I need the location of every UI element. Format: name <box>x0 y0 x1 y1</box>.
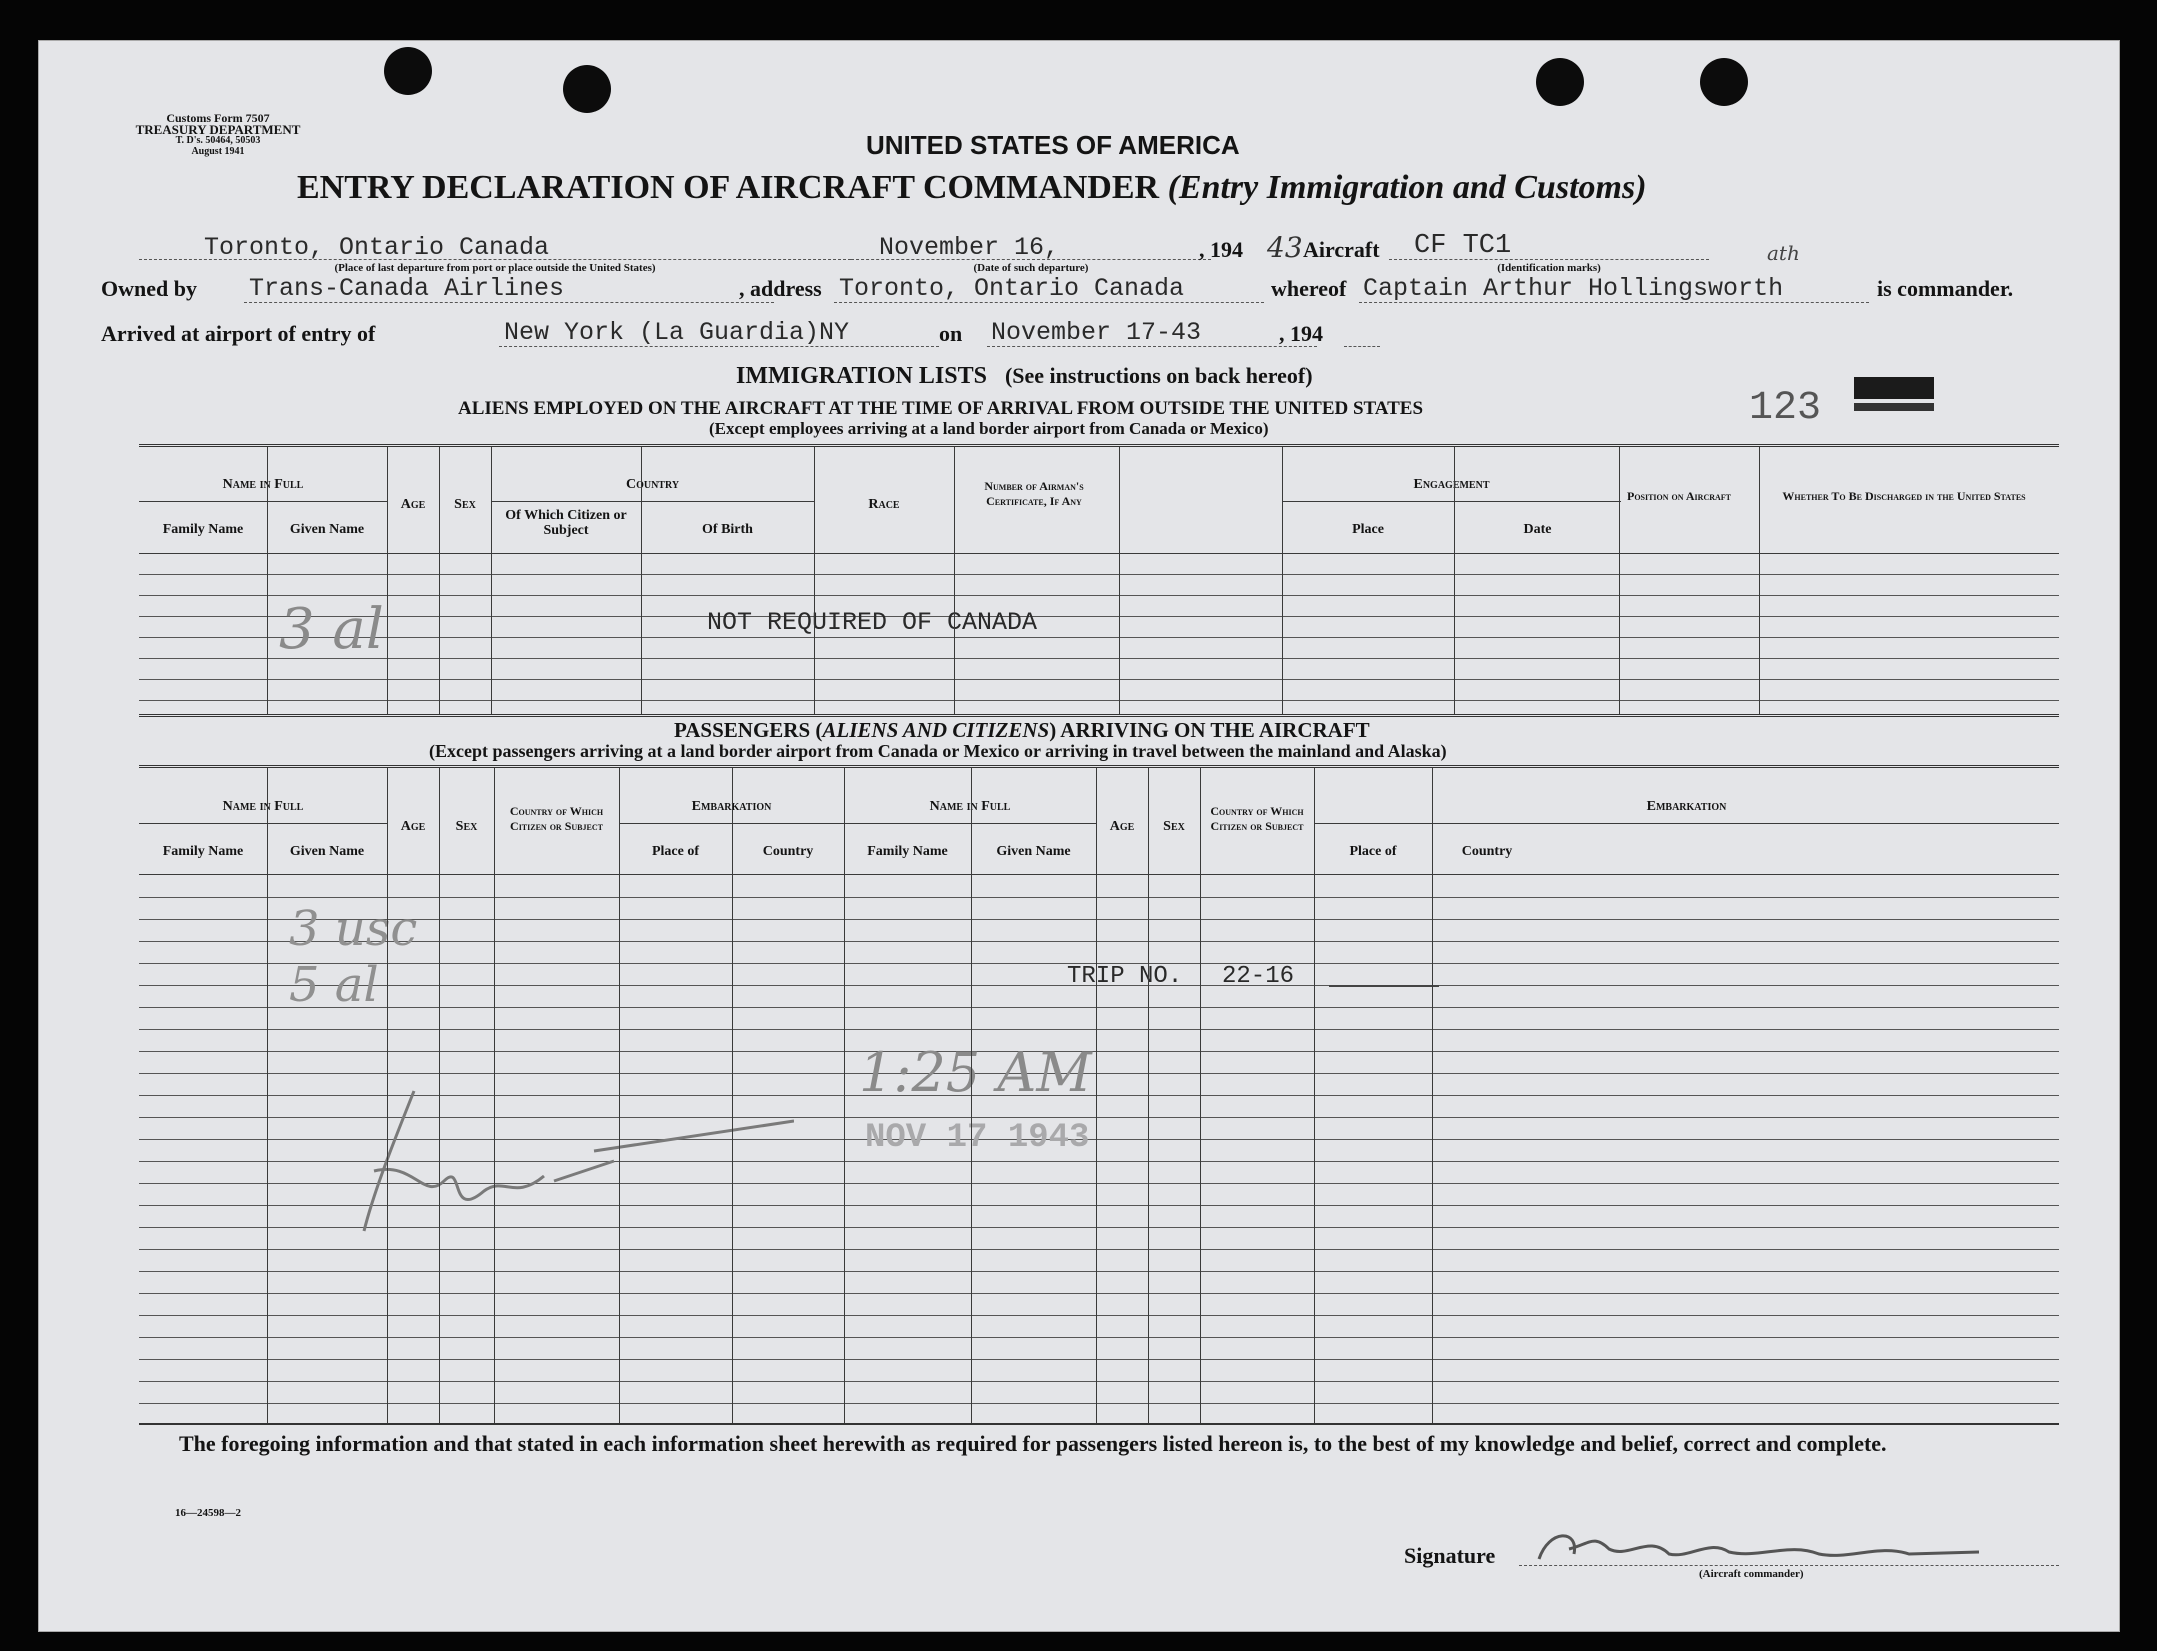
signature-caption: (Aircraft commander) <box>1699 1568 1804 1580</box>
pass-header-given-2: Given Name <box>996 844 1071 859</box>
ruled-line <box>139 1403 2059 1404</box>
pass-header-place: Place of <box>651 844 700 859</box>
passengers-title <box>674 718 1370 743</box>
departure-date: November 16, <box>879 233 1060 262</box>
address-label: , address <box>739 276 822 301</box>
column-divider <box>439 447 440 714</box>
ruled-line <box>139 1271 2059 1272</box>
form-id-line: August 1941 <box>191 146 245 157</box>
form-title-italic: (Entry Immigration and Customs) <box>1167 169 1647 206</box>
aliens-header-country: Country <box>625 477 680 492</box>
aliens-header-discharged: Whether To Be Discharged in the United States <box>1782 489 2026 503</box>
aliens-header-given: Given Name <box>289 522 365 537</box>
address: Toronto, Ontario Canada <box>839 274 1185 303</box>
column-divider <box>267 768 268 1423</box>
punch-hole-2 <box>563 65 611 113</box>
column-divider <box>1432 768 1433 1423</box>
ruled-line <box>139 700 2059 701</box>
punch-hole-3 <box>1536 58 1584 106</box>
immigration-title: IMMIGRATION LISTS <box>736 363 987 389</box>
pass-header-age: Age <box>400 819 426 834</box>
pass-header-name: Name in Full <box>222 799 304 814</box>
struck-number-underline <box>1854 403 1934 411</box>
column-divider <box>1759 447 1760 714</box>
punch-hole-4 <box>1700 58 1748 106</box>
commander-signature <box>1519 1524 2059 1574</box>
punch-hole-1 <box>384 47 432 95</box>
aliens-handwritten-note: 3 al <box>279 597 384 662</box>
aircraft-marks: CF TC1 <box>1414 231 1512 261</box>
passengers-title-pre: PASSENGERS ( <box>674 718 823 742</box>
aliens-header-age: Age <box>400 497 426 512</box>
form-id-line: Customs Form 7507 <box>166 111 270 125</box>
pass-header-place-2: Place of <box>1349 844 1397 859</box>
ruled-line <box>139 1029 2059 1030</box>
time-note: 1:25 AM <box>859 1041 1092 1104</box>
aliens-header-place: Place <box>1352 522 1384 537</box>
ruled-line <box>139 1007 2059 1008</box>
ruled-line <box>139 679 2059 680</box>
year-value: 43 <box>1267 231 1303 264</box>
date-caption: (Date of such departure) <box>973 262 1089 274</box>
immigration-instructions: (See instructions on back hereof) <box>1004 363 1313 388</box>
aliens-header-date: Date <box>1523 522 1552 537</box>
passengers-subtitle: (Except passengers arriving at a land border airport from Canada or Mexico or arriving in travel between the mainland and Alaska) <box>429 741 1447 761</box>
aliens-header-citizen: Of Which Citizen or Subject <box>505 508 627 538</box>
column-divider <box>1619 447 1620 714</box>
aliens-subtitle-note: (Except employees arriving at a land border airport from Canada or Mexico) <box>709 419 1269 438</box>
pass-header-sex-2: Sex <box>1163 819 1185 834</box>
pass-header-name-2: Name in Full <box>929 799 1011 814</box>
ruled-line <box>139 1073 2059 1074</box>
departure-caption: (Place of last departure from port or place outside the United States) <box>334 262 656 274</box>
pass-header-country: Country <box>762 844 814 859</box>
form-title-main: ENTRY DECLARATION OF AIRCRAFT COMMANDER <box>297 169 1160 206</box>
pass-handwritten-2: 5 al <box>289 957 379 1013</box>
column-divider <box>619 768 620 1423</box>
column-divider <box>1119 447 1120 714</box>
form-sheet <box>38 40 2120 1632</box>
pass-handwritten-1: 3 usc <box>289 901 418 957</box>
arrival-year-suffix: , 194 <box>1279 321 1323 346</box>
column-divider <box>641 447 642 714</box>
column-divider <box>1148 768 1149 1423</box>
form-title <box>297 169 1647 207</box>
ruled-line <box>139 1249 2059 1250</box>
column-divider <box>732 768 733 1423</box>
country-title: UNITED STATES OF AMERICA <box>866 130 1240 160</box>
column-divider <box>267 447 268 714</box>
ruled-line <box>139 1293 2059 1294</box>
pass-header-sex: Sex <box>455 819 478 834</box>
passengers-title-italic: ALIENS AND CITIZENS <box>822 718 1050 742</box>
inspector-scrawl <box>354 1081 794 1241</box>
ruled-line <box>139 1337 2059 1338</box>
year-prefix: , 194 <box>1199 237 1243 262</box>
aliens-header-birth: Of Birth <box>702 522 753 537</box>
ruled-line <box>139 919 2059 920</box>
aliens-header-certificate: Number of Airman's Certificate, If Any <box>984 479 1084 508</box>
owner: Trans-Canada Airlines <box>249 274 565 303</box>
arrival-date: November 17-43 <box>991 318 1202 347</box>
column-divider <box>971 768 972 1423</box>
aircraft-label: Aircraft <box>1303 237 1380 262</box>
trip-number: 22-16 <box>1222 963 1295 990</box>
struck-number <box>1854 377 1934 399</box>
column-divider <box>387 768 388 1423</box>
column-divider <box>844 768 845 1423</box>
pass-header-embarkation-2: Embarkation <box>1646 799 1727 814</box>
column-divider <box>1200 768 1201 1423</box>
column-divider <box>494 768 495 1423</box>
aliens-header-name: Name in Full <box>222 477 304 492</box>
column-divider <box>1454 447 1455 714</box>
ruled-line <box>139 941 2059 942</box>
ruled-line <box>139 637 2059 638</box>
whereof-label: whereof <box>1271 276 1347 301</box>
ruled-line <box>139 1381 2059 1382</box>
not-required-note: NOT REQUIRED OF CANADA <box>707 608 1038 637</box>
aliens-header-engagement: Engagement <box>1413 477 1490 492</box>
pass-header-given: Given Name <box>289 844 365 859</box>
column-divider <box>1314 768 1315 1423</box>
ruled-line <box>139 1359 2059 1360</box>
passengers-title-post: ) ARRIVING ON THE AIRCRAFT <box>1049 718 1370 742</box>
pass-header-citizen-2: Country of Which Citizen or Subject <box>1210 804 1304 833</box>
commander-suffix: is commander. <box>1877 276 2014 301</box>
departure-place: Toronto, Ontario Canada <box>204 233 550 262</box>
form-id-line: TREASURY DEPARTMENT <box>135 122 301 137</box>
on-label: on <box>939 321 963 346</box>
trip-label: TRIP NO. <box>1067 963 1183 990</box>
arrived-label: Arrived at airport of entry of <box>101 321 376 346</box>
ruled-line <box>139 616 2059 617</box>
form-id-line: T. D's. 50464, 50503 <box>175 135 261 146</box>
pass-header-embarkation: Embarkation <box>691 799 772 814</box>
pass-header-country-2: Country <box>1461 844 1513 859</box>
ruled-line <box>139 574 2059 575</box>
ruled-line <box>139 1051 2059 1052</box>
sheet-number: 123 <box>1749 386 1822 431</box>
owned-by-label: Owned by <box>101 276 197 301</box>
signature-label: Signature <box>1404 1543 1496 1568</box>
aliens-header-family: Family Name <box>162 522 244 537</box>
declaration: The foregoing information and that stated in each information sheet herewith as required for passengers listed hereon is, to the best of my knowledge and belief, correct and complete. <box>179 1431 1887 1456</box>
captain-name: Captain Arthur Hollingsworth <box>1363 274 1784 303</box>
column-divider <box>1096 768 1097 1423</box>
ruled-line <box>139 1315 2059 1316</box>
date-stamp: NOV 17 1943 <box>865 1119 1090 1157</box>
aliens-header-position: Position on Aircraft <box>1626 489 1731 503</box>
column-divider <box>439 768 440 1423</box>
column-divider <box>1282 447 1283 714</box>
ruled-line <box>139 897 2059 898</box>
aliens-subtitle: ALIENS EMPLOYED ON THE AIRCRAFT AT THE TIME OF ARRIVAL FROM OUTSIDE THE UNITED STATES <box>458 398 1424 419</box>
column-divider <box>387 447 388 714</box>
ruled-line <box>139 595 2059 596</box>
form-id-block <box>93 113 343 157</box>
aliens-header-race: Race <box>868 497 900 512</box>
column-divider <box>814 447 815 714</box>
captain-insert: ath <box>1767 241 1800 265</box>
column-divider <box>491 447 492 714</box>
column-divider <box>954 447 955 714</box>
pass-header-family: Family Name <box>162 844 244 859</box>
pass-header-family-2: Family Name <box>867 844 948 859</box>
pass-header-age-2: Age <box>1109 819 1135 834</box>
marks-caption: (Identification marks) <box>1497 262 1601 274</box>
ruled-line <box>139 658 2059 659</box>
aliens-header-sex: Sex <box>454 497 476 512</box>
pass-header-citizen: Country of Which Citizen or Subject <box>509 804 604 833</box>
form-code: 16—24598—2 <box>175 1507 241 1519</box>
arrival-airport: New York (La Guardia)NY <box>504 318 850 347</box>
immigration-title-row <box>736 363 1313 390</box>
